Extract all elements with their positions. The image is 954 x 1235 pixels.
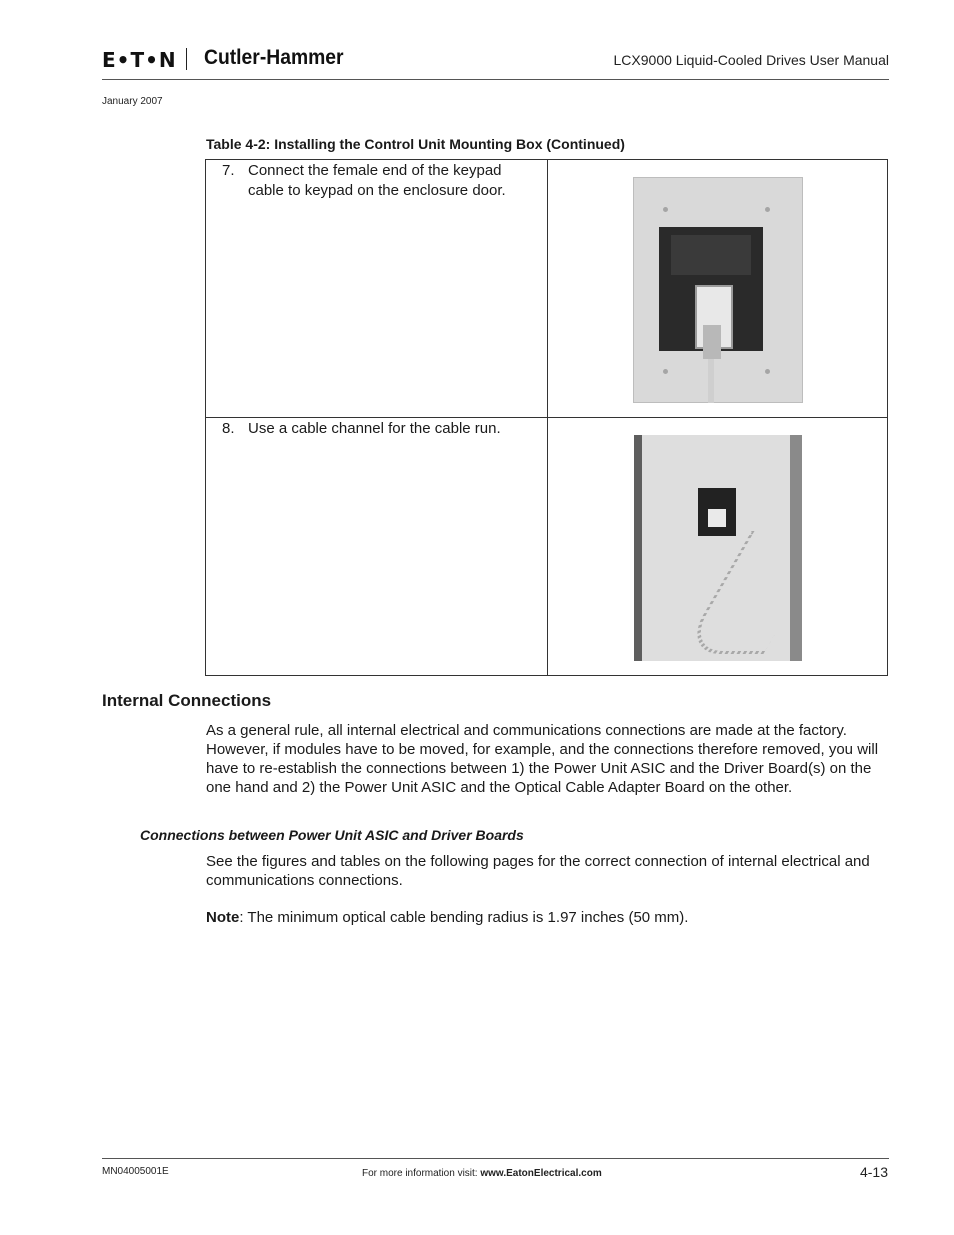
footer-info	[362, 1168, 602, 1179]
table-row	[206, 418, 888, 676]
document-title: LCX9000 Liquid-Cooled Drives User Manual	[613, 52, 889, 68]
step-number: 8.	[222, 420, 235, 437]
brand-name: Cutler-Hammer	[204, 46, 344, 69]
table-caption: Table 4-2: Installing the Control Unit Mounting Box (Continued)	[206, 136, 625, 152]
step-image-cell	[548, 160, 888, 418]
screw	[765, 207, 770, 212]
footer-rule	[102, 1158, 889, 1159]
steps-table	[205, 159, 888, 676]
keypad-cable	[708, 359, 714, 403]
section-heading: Internal Connections	[102, 691, 272, 710]
cable-plug	[703, 325, 721, 359]
screw	[663, 369, 668, 374]
cable-channel-photo	[634, 435, 802, 661]
publication-date: January 2007	[102, 96, 163, 107]
cable-plug	[708, 509, 726, 527]
section-paragraph: As a general rule, all internal electrical and communications connections are made at the factory. However, if modules have to be moved, for example, and the connections therefore removed, you will have to re-establish the connections between 1) the Power Unit ASIC and the Driver Board(s) on the one hand and 2) the Power Unit ASIC and the Optical Cable Adapter Board on the other.	[206, 722, 879, 796]
step-image-cell	[548, 418, 888, 676]
note-label: Note	[206, 909, 240, 926]
step-text-cell	[206, 160, 548, 418]
logo-divider	[186, 48, 187, 70]
step-text-cell	[206, 418, 548, 676]
screw	[765, 369, 770, 374]
keypad-recess	[671, 235, 751, 275]
website-link[interactable]: www.EatonElectrical.com	[480, 1168, 602, 1179]
step-description: Connect the female end of the keypad cable to keypad on the enclosure door.	[248, 162, 506, 199]
step-number: 7.	[222, 162, 235, 179]
step-description: Use a cable channel for the cable run.	[248, 420, 501, 437]
header-rule	[102, 79, 889, 80]
document-number: MN04005001E	[102, 1166, 169, 1177]
note-paragraph	[206, 908, 888, 927]
subsection-heading: Connections between Power Unit ASIC and Driver Boards	[140, 827, 524, 843]
page-header	[102, 44, 889, 80]
eaton-logo: E•T•N	[102, 48, 177, 72]
page-number: 4-13	[859, 1164, 888, 1180]
door-edge	[634, 435, 642, 661]
subsection-paragraph: See the figures and tables on the following pages for the correct connection of internal electrical and communications connections.	[206, 853, 870, 889]
note-text: : The minimum optical cable bending radius is 1.97 inches (50 mm).	[239, 909, 689, 926]
screw	[663, 207, 668, 212]
table-row	[206, 160, 888, 418]
footer-info-prefix: For more information visit:	[362, 1168, 481, 1179]
keypad-connection-photo	[633, 177, 803, 403]
